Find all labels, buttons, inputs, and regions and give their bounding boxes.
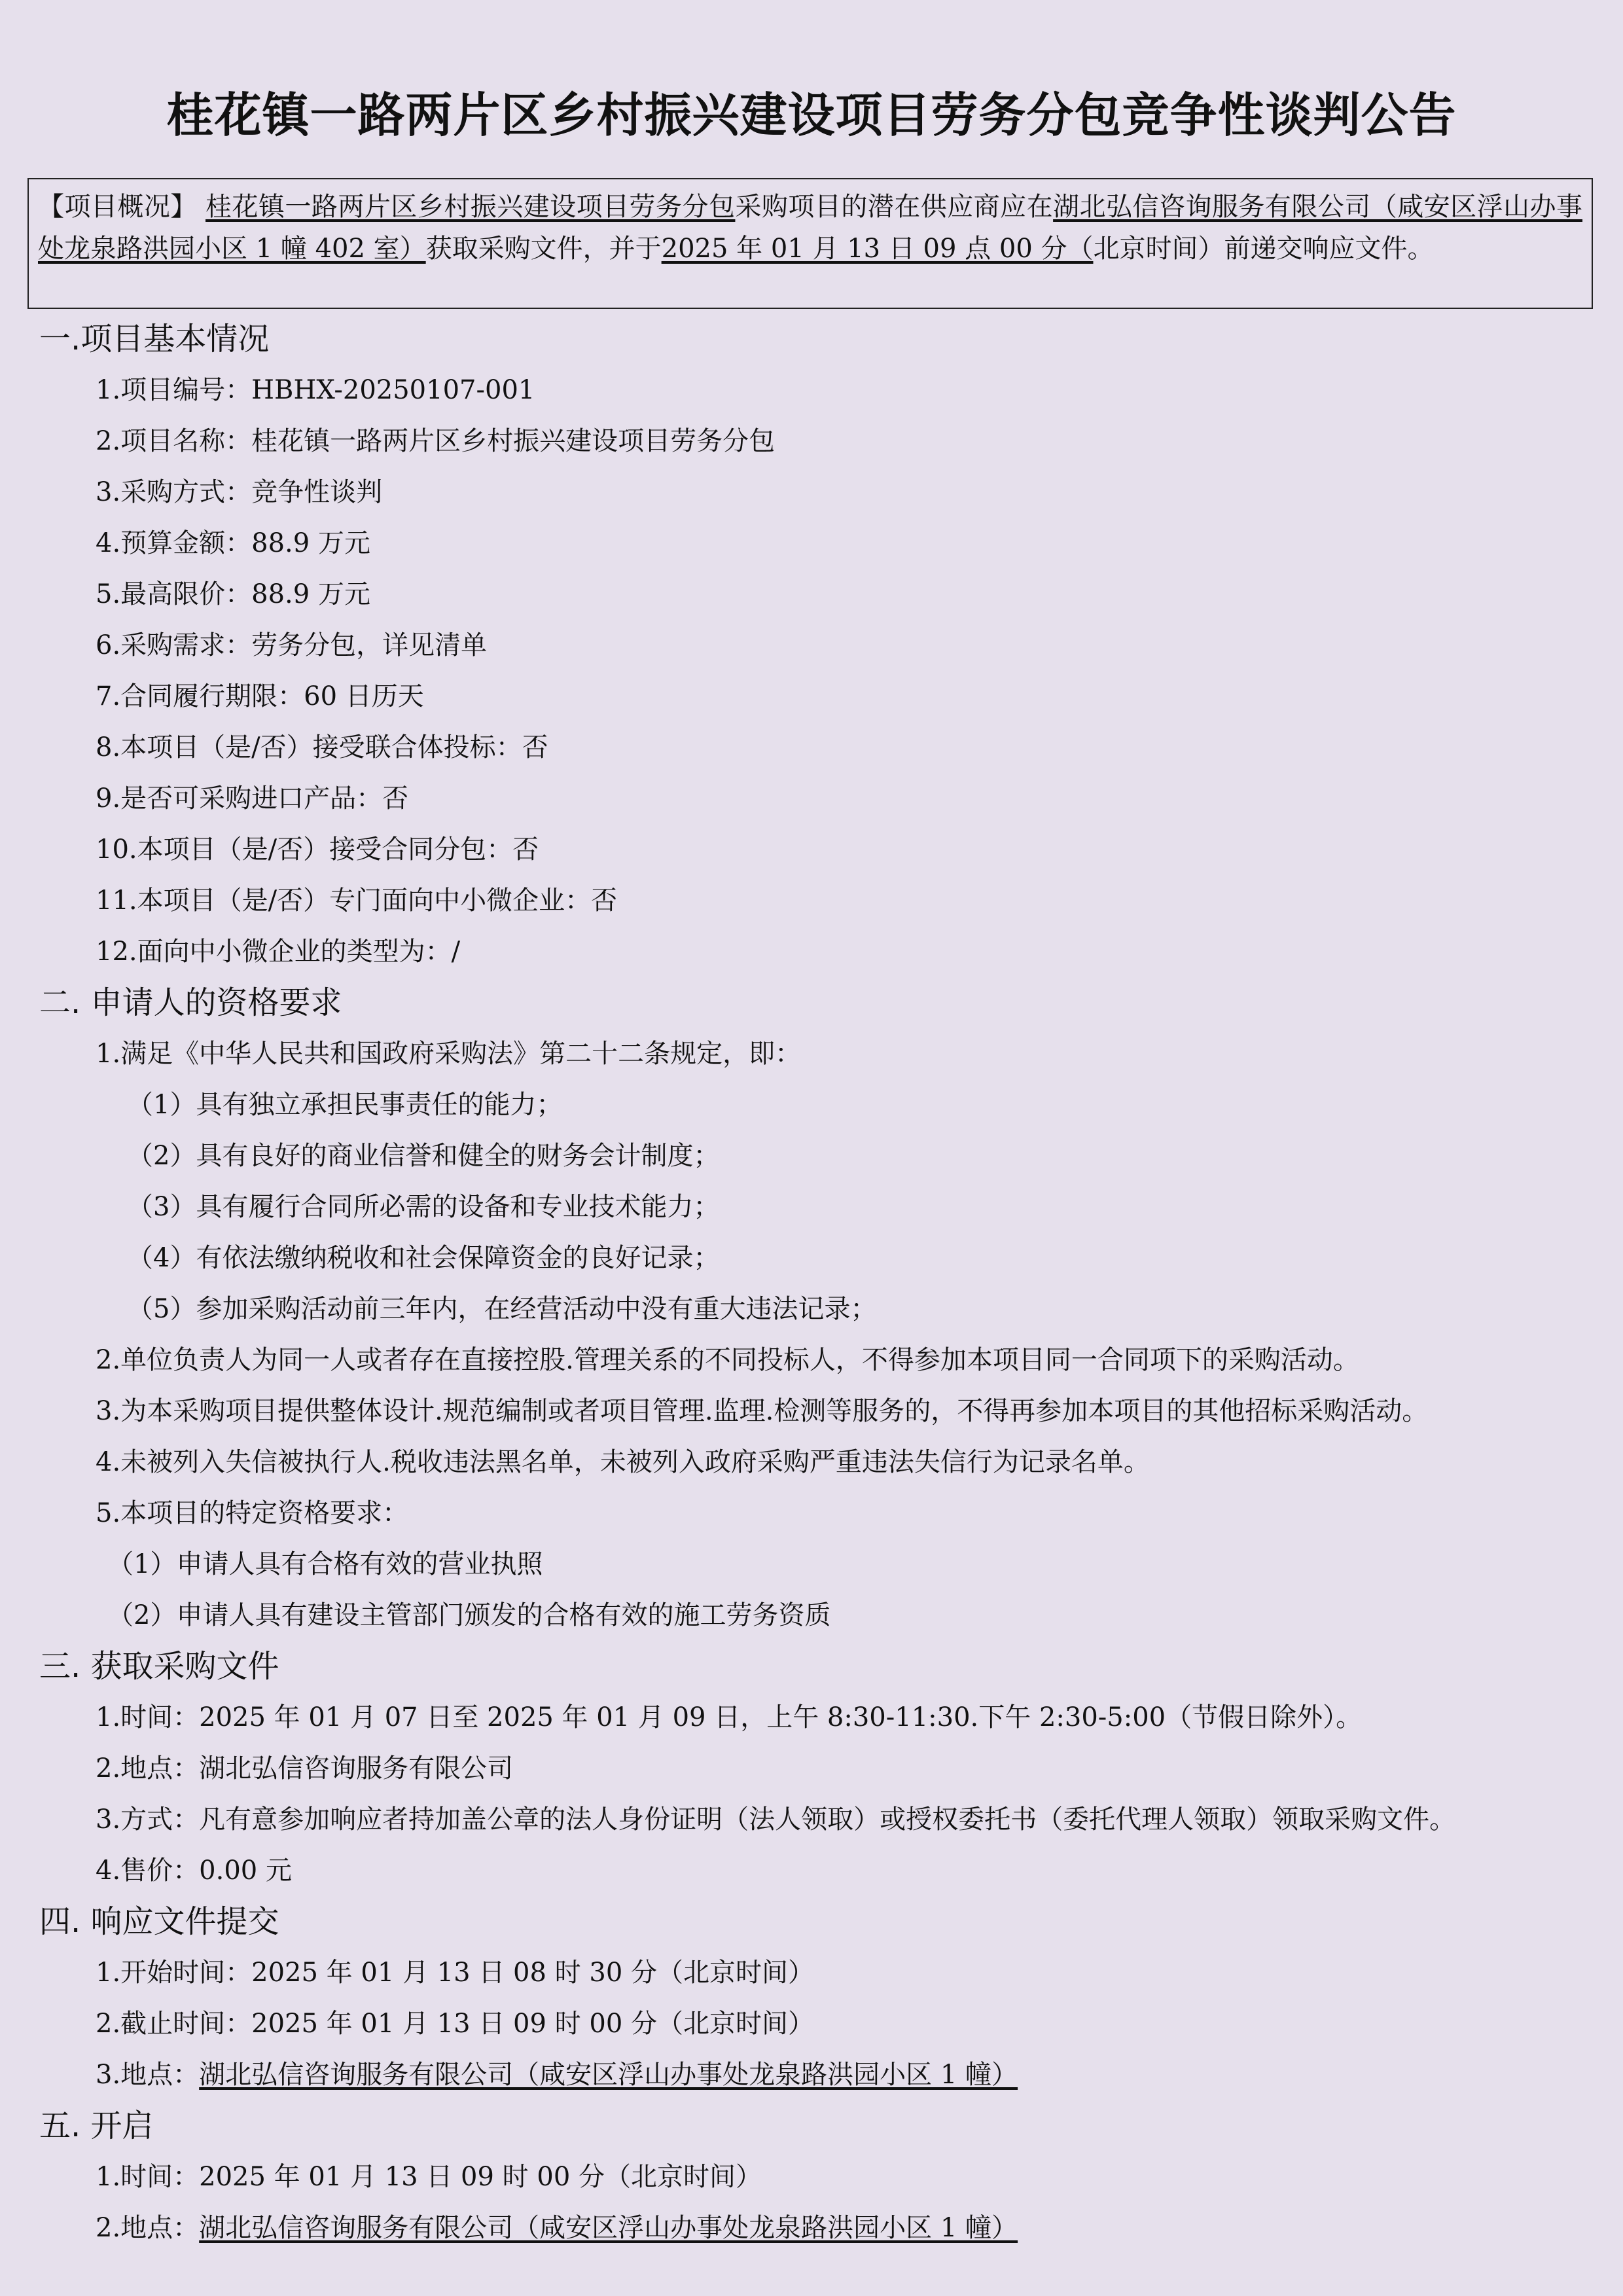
list-item: 3.采购方式：竞争性谈判: [96, 477, 383, 507]
list-item: （3）具有履行合同所必需的设备和专业技术能力；: [127, 1192, 720, 1222]
overview-location: 湖北弘信咨询服务有限公司（咸安区浮山办事处龙泉路洪园小区 1 幢 402 室）: [38, 192, 1583, 264]
section-heading-opening: 五. 开启: [39, 2108, 154, 2144]
list-item: 9.是否可采购进口产品：否: [96, 783, 409, 814]
submission-location-label: 3.地点：: [96, 2060, 200, 2090]
overview-text-3: 北京时间）前递交响应文件。: [1093, 234, 1434, 264]
list-item: 3.方式：凡有意参加响应者持加盖公章的法人身份证明（法人领取）或授权委托书（委托代理人领取）领取采购文件。: [96, 1804, 1456, 1835]
list-item: （2）申请人具有建设主管部门颁发的合格有效的施工劳务资质: [107, 1600, 831, 1630]
opening-location-label: 2.地点：: [96, 2213, 200, 2243]
list-item: 2.截止时间：2025 年 01 月 13 日 09 时 00 分（北京时间）: [96, 2009, 814, 2039]
list-item: 1.项目编号：HBHX-20250107-001: [96, 375, 535, 405]
list-item: 10.本项目（是/否）接受合同分包：否: [96, 834, 539, 865]
list-item: 5.最高限价：88.9 万元: [96, 579, 370, 609]
overview-project-name: 桂花镇一路两片区乡村振兴建设项目劳务分包: [205, 192, 736, 222]
project-overview-box: [27, 178, 1593, 309]
list-item: 5.本项目的特定资格要求：: [96, 1498, 409, 1528]
section-heading-submission: 四. 响应文件提交: [39, 1903, 279, 1940]
list-item: （4）有依法缴纳税收和社会保障资金的良好记录；: [127, 1243, 720, 1273]
overview-text-2: 获取采购文件，并于: [425, 234, 662, 264]
list-item: 11.本项目（是/否）专门面向中小微企业：否: [96, 886, 618, 916]
list-item: 4.未被列入失信被执行人.税收违法黑名单，未被列入政府采购严重违法失信行为记录名单。: [96, 1447, 1150, 1477]
list-item: 2.单位负责人为同一人或者存在直接控股.管理关系的不同投标人，不得参加本项目同一合同项下的采购活动。: [96, 1345, 1359, 1375]
list-item: 1.开始时间：2025 年 01 月 13 日 08 时 30 分（北京时间）: [96, 1958, 814, 1988]
overview-text-1: 采购项目的潜在供应商应在: [735, 192, 1054, 222]
list-item: 2.项目名称：桂花镇一路两片区乡村振兴建设项目劳务分包: [96, 426, 776, 456]
section-heading-obtain-documents: 三. 获取采购文件: [39, 1648, 279, 1685]
list-item: 4.售价：0.00 元: [96, 1856, 292, 1886]
list-item: 1.时间：2025 年 01 月 13 日 09 时 00 分（北京时间）: [96, 2162, 762, 2192]
list-item: 3.为本采购项目提供整体设计.规范编制或者项目管理.监理.检测等服务的，不得再参加本项目的其他招标采购活动。: [96, 1396, 1429, 1426]
list-item: （5）参加采购活动前三年内，在经营活动中没有重大违法记录；: [127, 1294, 877, 1324]
list-item: 12.面向中小微企业的类型为：/: [96, 937, 461, 967]
list-item: （1）申请人具有合格有效的营业执照: [107, 1549, 543, 1579]
opening-location-value: 湖北弘信咨询服务有限公司（咸安区浮山办事处龙泉路洪园小区 1 幢）: [199, 2213, 1018, 2243]
section-heading-qualifications: 二. 申请人的资格要求: [39, 984, 342, 1021]
list-item: 2.地点：湖北弘信咨询服务有限公司: [96, 1753, 514, 1784]
list-item: （2）具有良好的商业信誉和健全的财务会计制度；: [127, 1141, 720, 1171]
overview-deadline: 2025 年 01 月 13 日 09 点 00 分（: [661, 234, 1094, 264]
list-item: [96, 2056, 1018, 2093]
section-heading-basic-info: 一.项目基本情况: [39, 321, 270, 357]
list-item: 7.合同履行期限：60 日历天: [96, 681, 424, 711]
list-item: （1）具有独立承担民事责任的能力；: [127, 1090, 563, 1120]
list-item: [96, 2210, 1018, 2246]
list-item: 6.采购需求：劳务分包，详见清单: [96, 630, 488, 660]
list-item: 8.本项目（是/否）接受联合体投标：否: [96, 732, 548, 762]
overview-prefix: 【项目概况】: [38, 192, 197, 222]
list-item: 4.预算金额：88.9 万元: [96, 528, 370, 558]
list-item: 1.满足《中华人民共和国政府采购法》第二十二条规定，即：: [96, 1039, 802, 1069]
submission-location-value: 湖北弘信咨询服务有限公司（咸安区浮山办事处龙泉路洪园小区 1 幢）: [199, 2060, 1018, 2090]
list-item: 1.时间：2025 年 01 月 07 日至 2025 年 01 月 09 日，上午 8:30-11:30.下午 2:30-5:00（节假日除外）。: [96, 1702, 1363, 1732]
page-title: 桂花镇一路两片区乡村振兴建设项目劳务分包竞争性谈判公告: [166, 88, 1457, 143]
